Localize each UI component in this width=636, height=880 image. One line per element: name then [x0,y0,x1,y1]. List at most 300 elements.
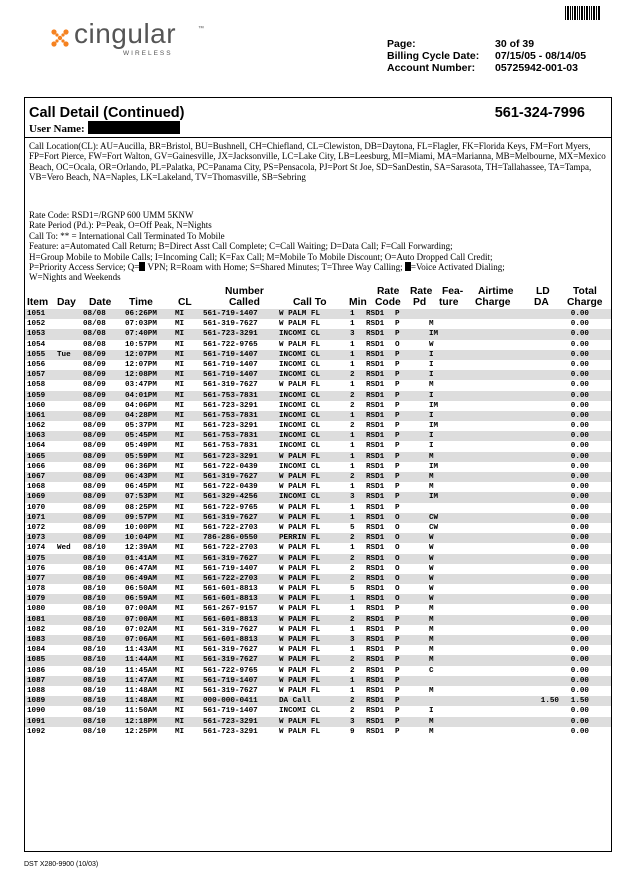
cell-item: 1091 [27,717,46,726]
cell-rate-pd: P [395,442,400,451]
cell-total: 0.00 [570,727,589,736]
cell-min: 1 [350,513,355,522]
cell-item: 1068 [27,483,46,492]
cell-date: 08/10 [83,676,106,685]
table-row [25,615,611,625]
cell-total: 0.00 [570,544,589,553]
cell-time: 10:57PM [125,340,157,349]
cell-call-to: PERRIN FL [279,534,321,543]
cell-min: 1 [350,605,355,614]
cell-rate-code: RSD1 [366,595,385,604]
cell-number: 000-000-0411 [203,697,258,706]
cell-cl: MI [175,574,185,583]
user-name-label: User Name: [29,123,85,135]
table-row [25,441,611,451]
cell-rate-pd: O [395,595,400,604]
cell-rate-code: RSD1 [366,666,385,675]
cell-cl: MI [175,727,185,736]
cell-rate-code: RSD1 [366,564,385,573]
cell-cl: MI [175,473,185,481]
cell-time: 06:36PM [125,462,157,471]
cell-date: 08/09 [83,473,106,481]
cell-number: 561-722-9765 [203,340,258,349]
cell-total: 0.00 [570,595,589,604]
cell-number: 561-753-7831 [203,411,258,420]
cell-call-to: W PALM FL [279,320,321,329]
cell-rate-pd: P [395,697,400,706]
table-row [25,452,611,462]
cell-item: 1082 [27,625,46,634]
cell-cl: MI [175,462,185,471]
cell-date: 08/09 [83,371,106,380]
table-row [25,472,611,482]
table-row [25,533,611,543]
cell-call-to: W PALM FL [279,483,321,492]
cell-call-to: W PALM FL [279,513,321,522]
cell-feature: W [429,340,434,349]
col-total-2: Charge [567,297,603,308]
cell-feature: I [429,350,434,359]
cell-date: 08/10 [83,686,106,695]
cell-cl: MI [175,310,185,318]
cell-rate-code: RSD1 [366,401,385,410]
table-row [25,727,611,737]
cell-date: 08/09 [83,452,106,461]
cell-cl: MI [175,676,185,685]
cell-total: 0.00 [570,717,589,726]
cell-min: 1 [350,462,355,471]
cell-feature: M [429,452,434,461]
cell-call-to: W PALM FL [279,717,321,726]
cell-date: 08/09 [83,442,106,451]
cell-item: 1084 [27,646,46,655]
table-row [25,350,611,360]
cell-item: 1065 [27,452,46,461]
call-to-note: Call To: ** = International Call Terminated To Mobile [29,230,225,241]
cell-cl: MI [175,605,185,614]
cell-total: 0.00 [570,636,589,644]
cell-time: 07:00AM [125,615,157,624]
account-summary [387,38,586,74]
cell-time: 12:25PM [125,727,157,736]
cell-time: 07:06AM [125,636,157,644]
cell-number: 561-753-7831 [203,432,258,441]
col-time: Time [129,297,153,308]
cell-total: 0.00 [570,554,589,563]
table-row [25,462,611,472]
cell-time: 06:49AM [125,574,157,583]
form-code: DST X280-9900 (10/03) [24,861,99,868]
cell-feature: M [429,646,434,655]
cell-time: 09:57PM [125,513,157,522]
cell-time: 07:02AM [125,625,157,634]
cell-call-to: W PALM FL [279,564,321,573]
cell-time: 08:25PM [125,503,157,512]
col-airtime-1: Airtime [478,286,514,297]
cell-min: 2 [350,391,355,400]
cell-time: 07:53PM [125,493,157,502]
billing-cycle-label: Billing Cycle Date: [387,50,480,62]
cell-call-to: INCOMI CL [279,442,321,451]
cell-item: 1066 [27,462,46,471]
cell-call-to: INCOMI CL [279,360,321,369]
col-cl: CL [178,297,192,308]
cell-time: 11:47AM [125,676,157,685]
cell-total: 0.00 [570,320,589,329]
cell-item: 1081 [27,615,46,624]
cell-total: 0.00 [570,585,589,594]
col-day: Day [57,297,76,308]
table-row [25,523,611,533]
cell-number: 561-719-1407 [203,676,258,685]
cell-item: 1051 [27,310,46,318]
cell-rate-code: RSD1 [366,544,385,553]
redaction-bar [88,121,180,134]
cell-total: 0.00 [570,676,589,685]
col-item: Item [27,297,49,308]
cell-cl: MI [175,503,185,512]
cell-rate-pd: O [395,534,400,543]
cell-call-to: W PALM FL [279,686,321,695]
cell-rate-code: RSD1 [366,462,385,471]
cell-min: 1 [350,320,355,329]
cell-rate-code: RSD1 [366,656,385,665]
cell-total: 0.00 [570,381,589,390]
cell-feature: CW [429,513,439,522]
cell-feature: I [429,371,434,380]
col-call-to: Call To [293,297,327,308]
cell-min: 1 [350,503,355,512]
cell-item: 1061 [27,411,46,420]
cell-call-to: INCOMI CL [279,401,321,410]
cell-item: 1087 [27,676,46,685]
col-rate-code-2: Code [375,297,401,308]
cell-rate-code: RSD1 [366,554,385,563]
cell-item: 1054 [27,340,46,349]
cell-item: 1057 [27,371,46,380]
cell-total: 0.00 [570,340,589,349]
cell-total: 0.00 [570,646,589,655]
cell-number: 561-722-2703 [203,523,258,532]
cell-date: 08/10 [83,544,106,553]
cell-min: 1 [350,686,355,695]
col-rate-pd-2: Pd [413,297,427,308]
cell-date: 08/09 [83,350,106,359]
cell-cl: MI [175,452,185,461]
cell-date: 08/09 [83,483,106,492]
cell-time: 04:01PM [125,391,157,400]
cell-number: 561-723-3291 [203,727,258,736]
cell-number: 561-267-9157 [203,605,258,614]
cell-feature: M [429,625,434,634]
cell-feature: W [429,574,434,583]
cell-item: 1064 [27,442,46,451]
cell-date: 08/09 [83,534,106,543]
cell-cl: MI [175,401,185,410]
cell-cl: MI [175,707,185,716]
cell-cl: MI [175,360,185,369]
cell-date: 08/10 [83,646,106,655]
cell-total: 0.00 [570,707,589,716]
cell-number: 561-753-7831 [203,391,258,400]
cell-cl: MI [175,686,185,695]
cell-time: 06:45PM [125,483,157,492]
cell-min: 1 [350,350,355,359]
cell-date: 08/10 [83,717,106,726]
cell-time: 12:08PM [125,371,157,380]
cell-min: 5 [350,585,355,594]
cell-min: 2 [350,534,355,543]
cell-date: 08/09 [83,523,106,532]
cell-date: 08/10 [83,727,106,736]
cell-rate-pd: P [395,310,400,318]
cell-rate-code: RSD1 [366,391,385,400]
feature-line-1: Feature: a=Automated Call Return; B=Direct Asst Call Complete; C=Call Waiting; D=Data Call; F=Call Forwarding; [29,241,453,252]
cell-time: 11:45AM [125,666,157,675]
col-number-2: Called [229,297,260,308]
cell-date: 08/10 [83,625,106,634]
table-row [25,380,611,390]
cell-feature: M [429,615,434,624]
cell-cl: MI [175,340,185,349]
cell-feature: M [429,483,434,492]
col-ld-2: DA [534,297,549,308]
cell-rate-pd: O [395,564,400,573]
cell-time: 06:50AM [125,585,157,594]
cell-cl: MI [175,483,185,492]
table-row [25,635,611,645]
rate-code: Rate Code: RSD1=/RGNP 600 UMM 5KNW [29,210,194,220]
cell-rate-code: RSD1 [366,585,385,594]
cell-total: 0.00 [570,686,589,695]
cell-time: 12:07PM [125,350,157,359]
cell-rate-pd: P [395,452,400,461]
cell-rate-pd: P [395,391,400,400]
table-row [25,676,611,686]
logo-trademark: ™ [198,26,204,32]
col-airtime-2: Charge [475,297,511,308]
cell-call-to: DA Call [279,697,311,706]
table-row [25,503,611,513]
cell-min: 1 [350,411,355,420]
cell-call-to: W PALM FL [279,574,321,583]
table-row [25,655,611,665]
cell-item: 1072 [27,523,46,532]
cell-feature: W [429,564,434,573]
cell-rate-code: RSD1 [366,442,385,451]
cell-number: 561-319-7627 [203,320,258,329]
cell-feature: M [429,717,434,726]
cell-date: 08/09 [83,360,106,369]
cell-number: 561-722-0439 [203,483,258,492]
cell-call-to: W PALM FL [279,523,321,532]
cell-number: 561-719-1407 [203,564,258,573]
barcode-icon [565,6,601,20]
cell-number: 561-601-8813 [203,595,258,604]
cell-time: 07:00AM [125,605,157,614]
table-row [25,360,611,370]
cell-call-to: W PALM FL [279,646,321,655]
cell-time: 10:04PM [125,534,157,543]
table-row [25,513,611,523]
cell-date: 08/09 [83,493,106,502]
cell-item: 1076 [27,564,46,573]
cell-number: 561-722-2703 [203,574,258,583]
cell-number: 561-722-2703 [203,544,258,553]
cell-min: 2 [350,371,355,380]
cell-rate-code: RSD1 [366,432,385,441]
cell-call-to: INCOMI CL [279,391,321,400]
cell-cl: MI [175,330,185,339]
cell-time: 03:47PM [125,381,157,390]
cell-date: 08/10 [83,615,106,624]
cell-time: 11:50AM [125,707,157,716]
table-row [25,706,611,716]
col-feature-2: ture [439,297,459,308]
cell-call-to: INCOMI CL [279,462,321,471]
cell-item: 1058 [27,381,46,390]
cell-time: 04:28PM [125,411,157,420]
cell-min: 2 [350,422,355,431]
cell-item: 1089 [27,697,46,706]
cell-number: 561-719-1407 [203,360,258,369]
cell-item: 1088 [27,686,46,695]
cell-day: Wed [57,544,71,553]
table-row [25,411,611,421]
cell-call-to: INCOMI CL [279,707,321,716]
cell-rate-code: RSD1 [366,422,385,431]
cell-number: 561-601-8813 [203,615,258,624]
cell-ld-da: 1.50 [540,697,559,706]
cell-feature: I [429,442,434,451]
cell-date: 08/09 [83,432,106,441]
cell-rate-code: RSD1 [366,605,385,614]
cell-call-to: W PALM FL [279,503,321,512]
cell-date: 08/10 [83,707,106,716]
cell-rate-pd: P [395,727,400,736]
cell-min: 1 [350,442,355,451]
cell-rate-pd: O [395,585,400,594]
cell-number: 561-319-7627 [203,381,258,390]
table-row [25,492,611,502]
cell-call-to: INCOMI CL [279,371,321,380]
cell-time: 11:48AM [125,686,157,695]
cell-total: 0.00 [570,452,589,461]
cell-min: 2 [350,554,355,563]
table-row [25,686,611,696]
cell-number: 561-329-4256 [203,493,258,502]
cell-cl: MI [175,523,185,532]
cell-rate-pd: P [395,483,400,492]
cell-call-to: W PALM FL [279,636,321,644]
col-date: Date [89,297,112,308]
cell-rate-code: RSD1 [366,411,385,420]
cell-rate-pd: P [395,625,400,634]
cell-time: 04:06PM [125,401,157,410]
cell-number: 561-723-3291 [203,717,258,726]
table-row [25,421,611,431]
cell-rate-pd: O [395,544,400,553]
cell-rate-code: RSD1 [366,697,385,706]
cell-call-to: W PALM FL [279,340,321,349]
cell-rate-pd: P [395,350,400,359]
cell-feature: M [429,320,434,329]
cell-min: 3 [350,717,355,726]
cell-item: 1056 [27,360,46,369]
feature-line-2: H=Group Mobile to Mobile Calls; I=Incoming Call; K=Fax Call; M=Mobile To Mobile Discount; O=Auto Dropped Call Credit; [29,251,493,262]
cell-call-to: W PALM FL [279,473,321,481]
cell-number: 561-723-3291 [203,401,258,410]
cell-feature: IM [429,330,439,339]
table-row [25,482,611,492]
table-row [25,717,611,727]
cell-call-to: INCOMI CL [279,350,321,359]
table-row [25,604,611,614]
cell-total: 0.00 [570,574,589,583]
cell-number: 561-722-9765 [203,666,258,675]
cell-min: 1 [350,595,355,604]
logo-subtitle: WIRELESS [123,50,173,57]
cell-feature: W [429,534,434,543]
cell-date: 08/09 [83,513,106,522]
page-value: 30 of 39 [495,38,535,50]
cell-rate-code: RSD1 [366,381,385,390]
cell-total: 0.00 [570,371,589,380]
cell-feature: M [429,605,434,614]
call-table-body [25,309,611,737]
cell-item: 1071 [27,513,46,522]
cell-number: 561-319-7627 [203,625,258,634]
cell-feature: CW [429,523,439,532]
cell-date: 08/09 [83,381,106,390]
cell-total: 0.00 [570,513,589,522]
cell-feature: C [429,666,434,675]
section-title: Call Detail (Continued) [29,105,185,121]
cell-cl: MI [175,442,185,451]
cell-rate-code: RSD1 [366,625,385,634]
cell-time: 12:07PM [125,360,157,369]
cell-total: 0.00 [570,503,589,512]
cell-date: 08/08 [83,320,106,329]
account-number-value: 05725942-001-03 [495,62,578,74]
cell-feature: I [429,411,434,420]
cell-total: 0.00 [570,564,589,573]
cell-item: 1053 [27,330,46,339]
cell-feature: W [429,595,434,604]
cell-time: 10:00PM [125,523,157,532]
cell-total: 0.00 [570,523,589,532]
cell-item: 1074 [27,544,46,553]
cell-rate-code: RSD1 [366,330,385,339]
cell-number: 561-753-7831 [203,442,258,451]
cell-min: 2 [350,473,355,481]
cell-date: 08/10 [83,697,106,706]
cell-rate-pd: P [395,401,400,410]
cell-min: 2 [350,707,355,716]
cell-min: 3 [350,330,355,339]
cell-number: 561-719-1407 [203,350,258,359]
cell-rate-pd: P [395,615,400,624]
cell-rate-code: RSD1 [366,534,385,543]
col-number-1: Number [225,286,264,297]
cell-item: 1090 [27,707,46,716]
cell-min: 3 [350,636,355,644]
cell-min: 2 [350,574,355,583]
table-row [25,584,611,594]
cell-feature: I [429,360,434,369]
cell-rate-code: RSD1 [366,574,385,583]
cell-cl: MI [175,564,185,573]
